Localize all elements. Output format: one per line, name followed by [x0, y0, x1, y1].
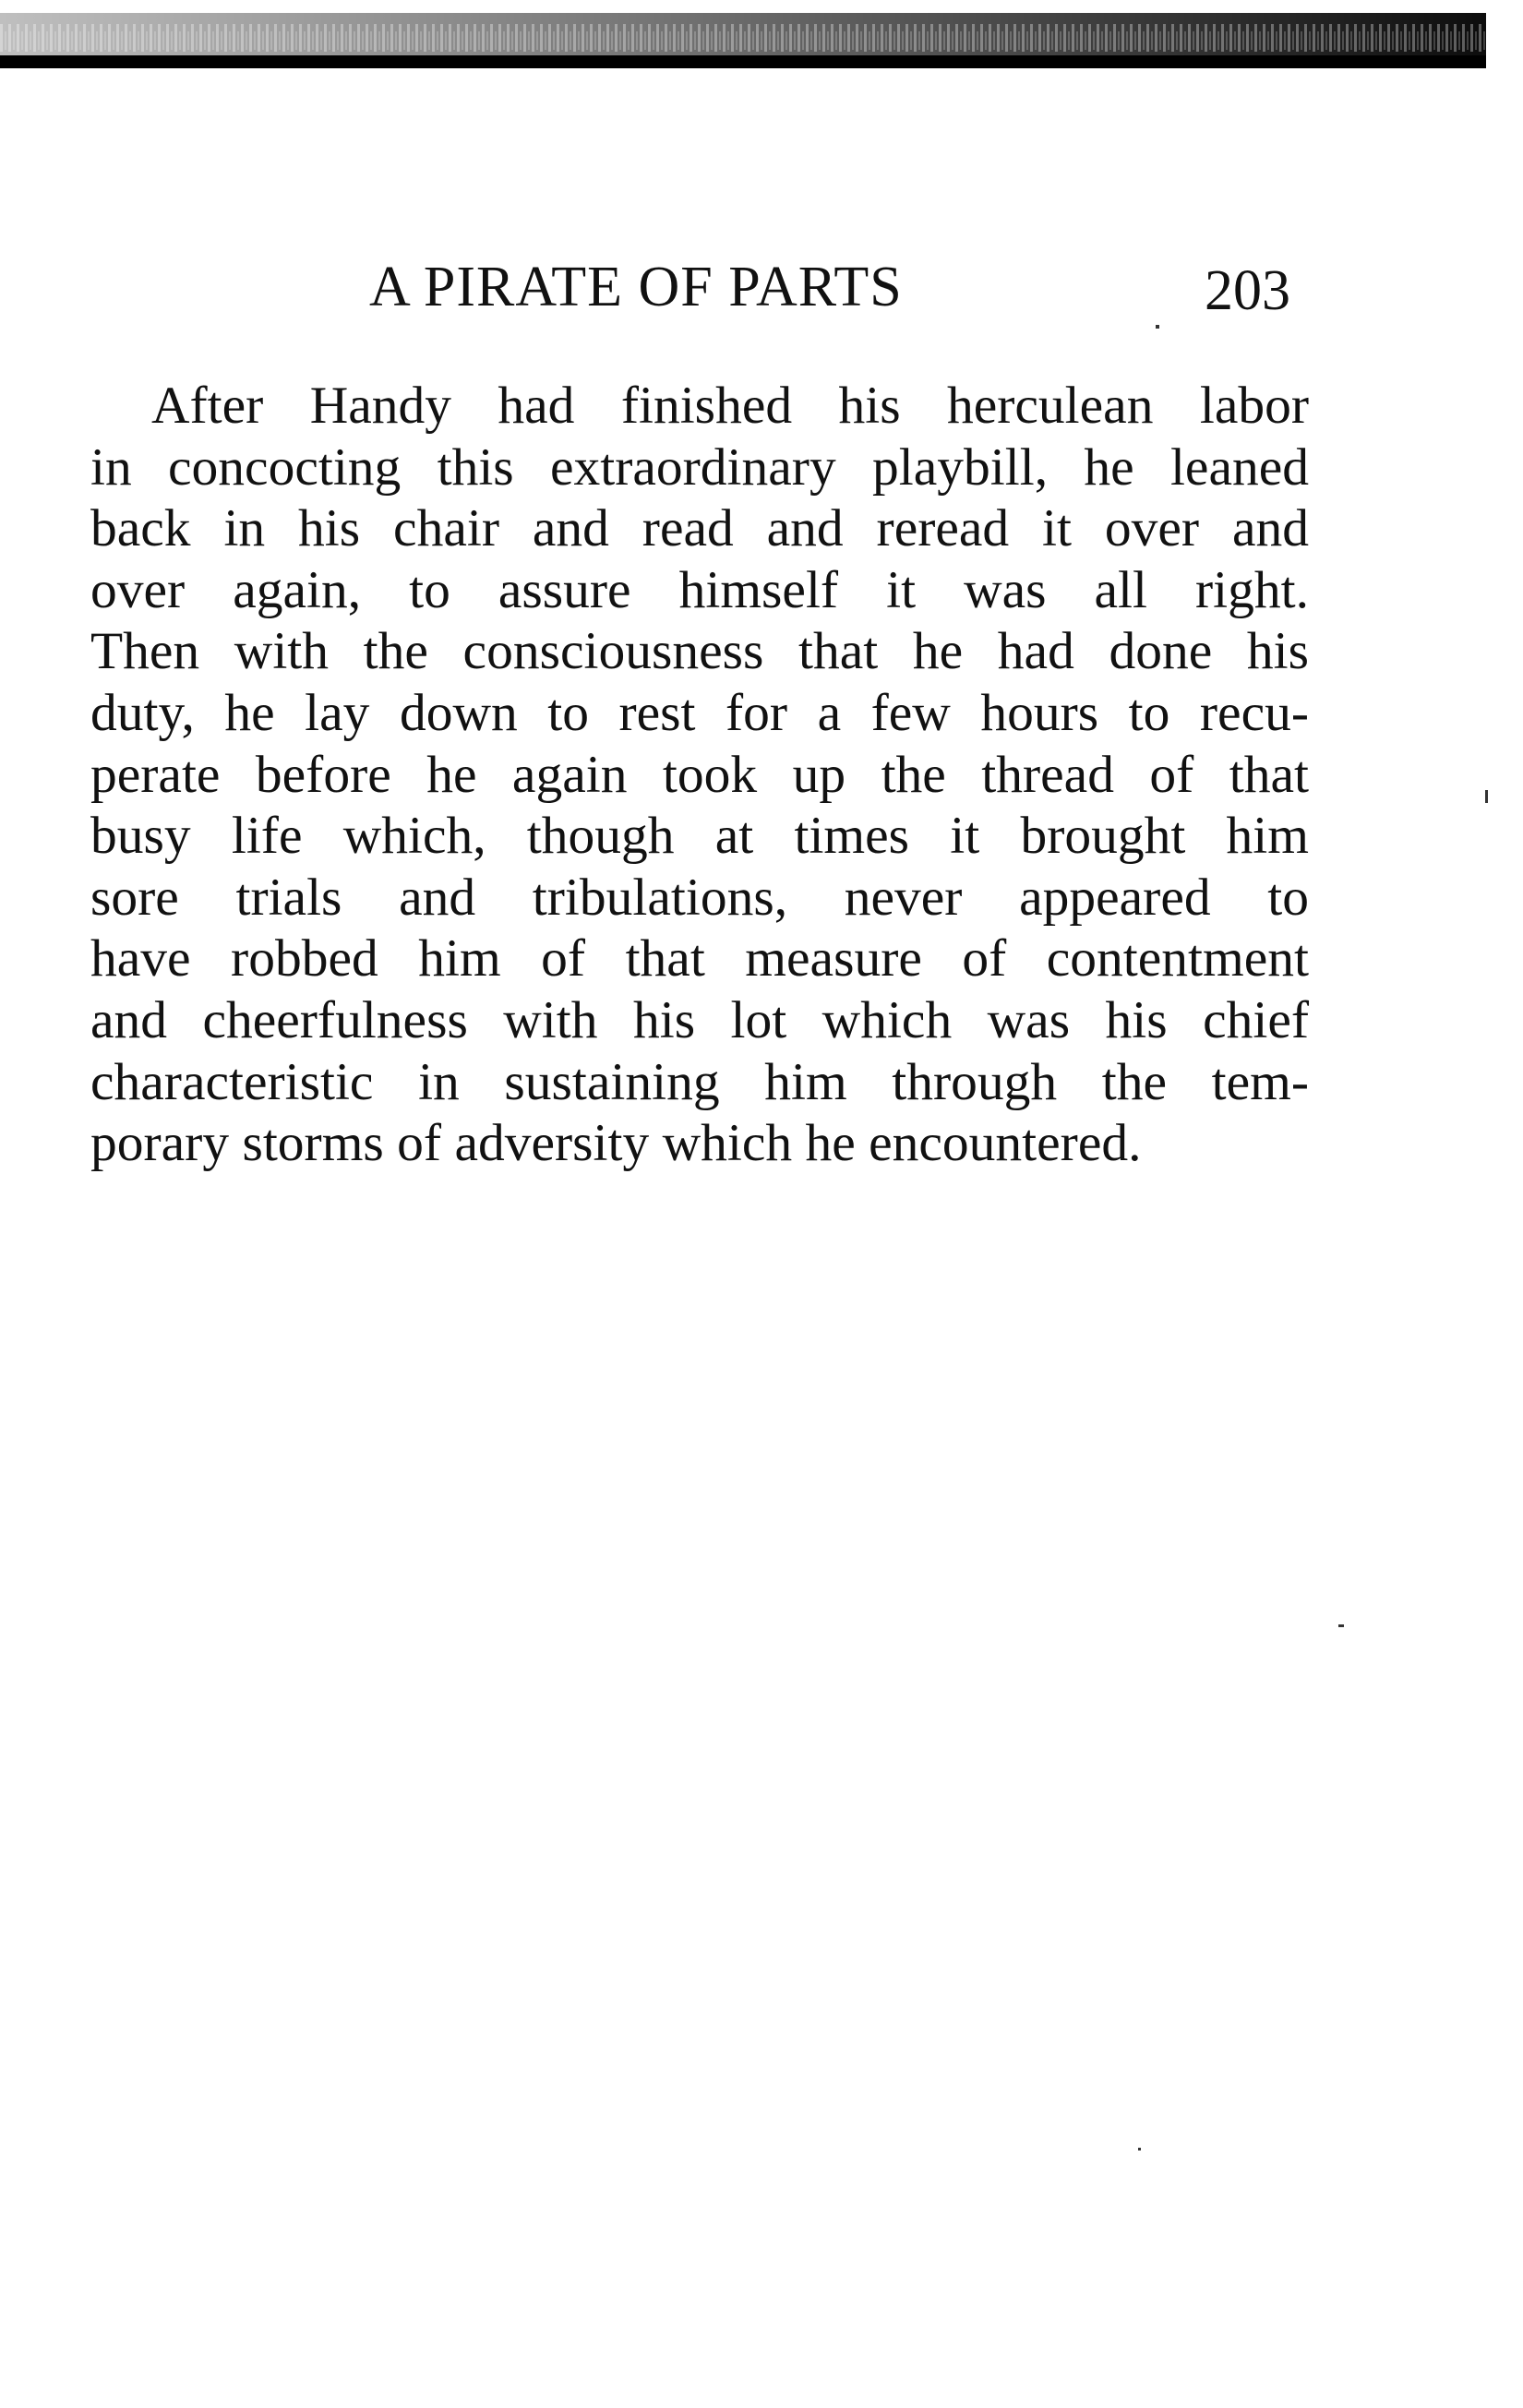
- scan-speck: [1338, 1624, 1344, 1627]
- text-line: have robbed him of that measure of contentment: [90, 929, 1309, 988]
- scan-speck: [1156, 325, 1159, 329]
- scan-edge-svg: [0, 0, 1486, 68]
- scan-speck: [1138, 2148, 1141, 2150]
- text-line: in concocting this extraordinary playbill, he leaned: [90, 437, 1309, 497]
- body-paragraph: [90, 376, 1309, 1175]
- text-line: and cheerfulness with his lot which was his chief: [90, 990, 1309, 1049]
- text-line: After Handy had finished his herculean labor: [151, 377, 1309, 435]
- text-line: Then with the consciousness that he had done his: [90, 622, 1309, 681]
- text-line: back in his chair and read and reread it over and: [90, 499, 1309, 558]
- running-title: A PIRATE OF PARTS: [369, 256, 903, 318]
- scan-edge-artifact: [0, 0, 1486, 68]
- page-number: 203: [1205, 259, 1290, 322]
- text-line: characteristic in sustaining him through the tem-: [90, 1052, 1309, 1111]
- page-header: [0, 255, 1523, 322]
- text-line: duty, he lay down to rest for a few hours to recu-: [90, 683, 1309, 742]
- text-line: perate before he again took up the thread of that: [90, 745, 1309, 804]
- text-line: busy life which, though at times it brought him: [90, 807, 1309, 866]
- text-line: porary storms of adversity which he encountered.: [90, 1114, 1142, 1173]
- text-line: over again, to assure himself it was all right.: [90, 560, 1309, 619]
- scan-speck: [1485, 790, 1488, 803]
- text-line: sore trials and tribulations, never appeared to: [90, 868, 1309, 927]
